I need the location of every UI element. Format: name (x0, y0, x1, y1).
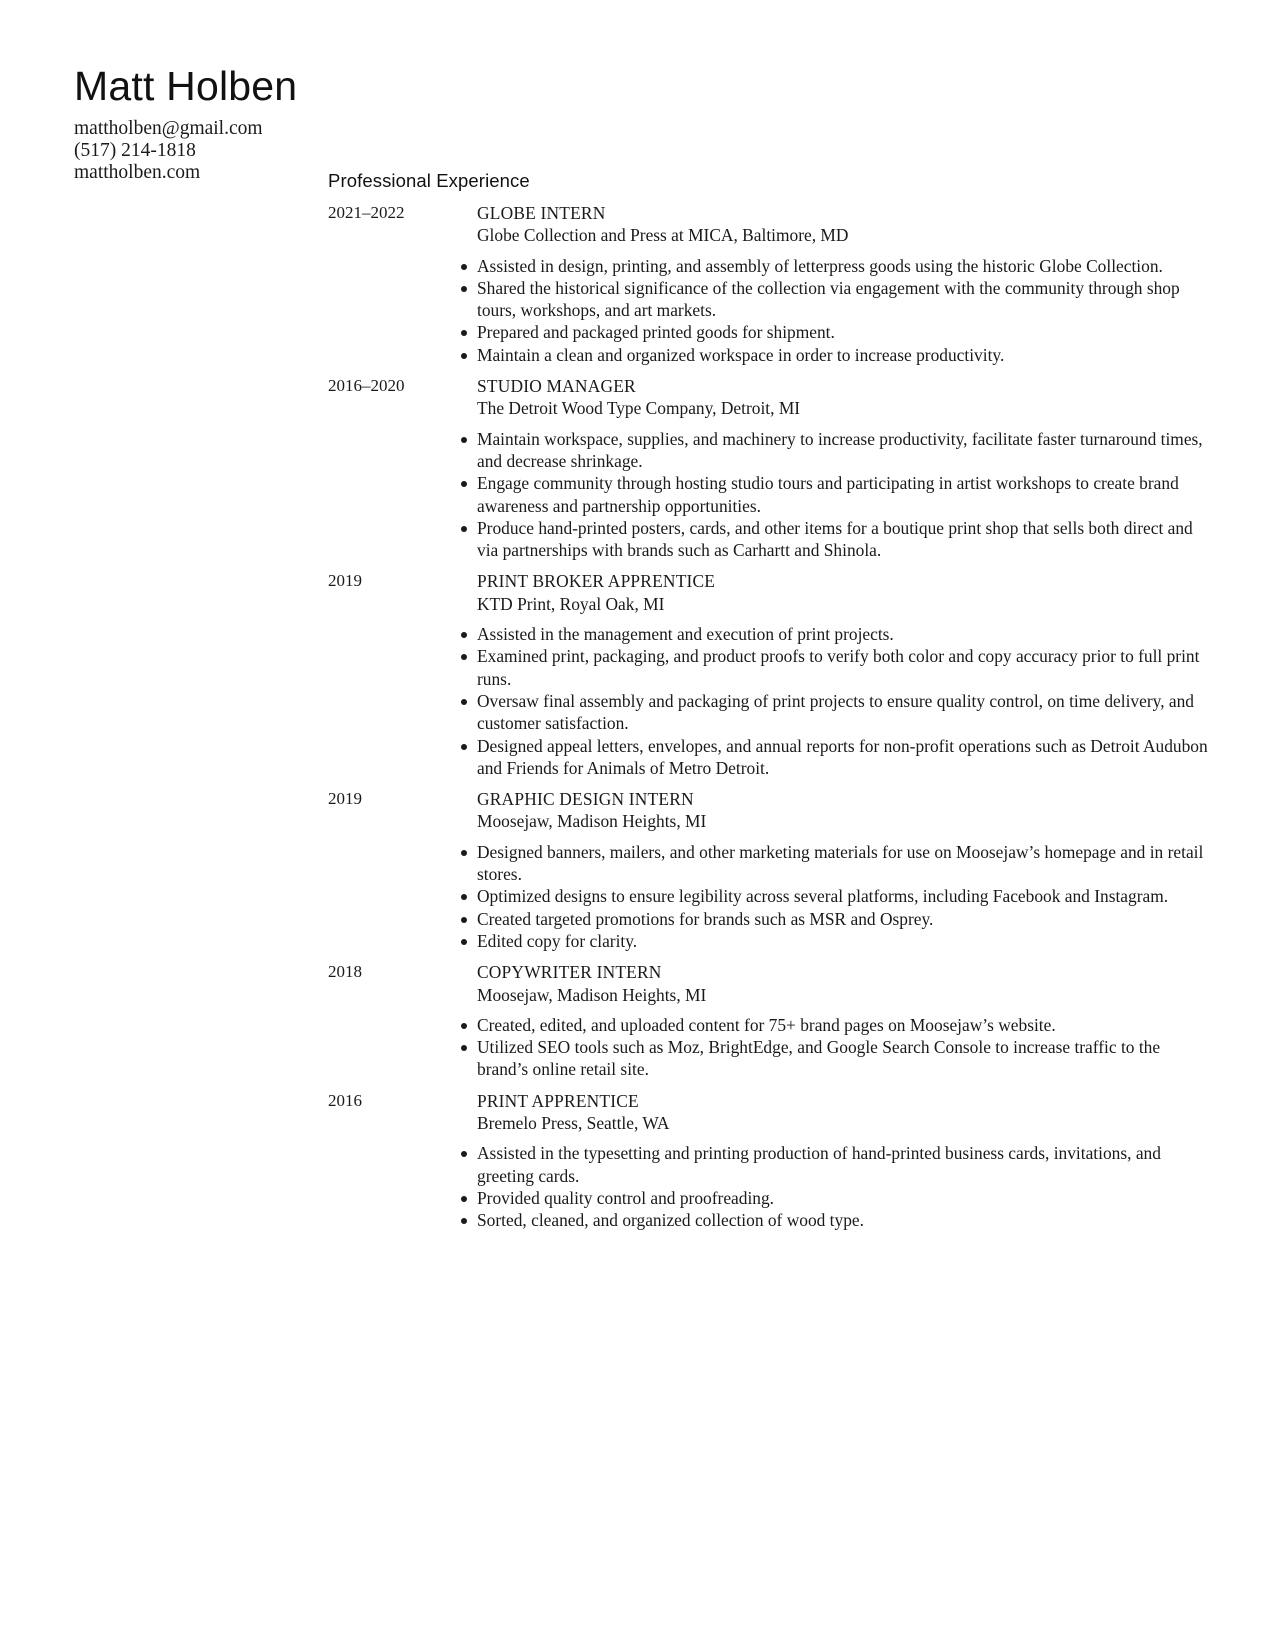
job-organization: Globe Collection and Press at MICA, Baltimore, MD (477, 225, 849, 246)
job-organization: Moosejaw, Madison Heights, MI (477, 984, 707, 1005)
job-organization: Moosejaw, Madison Heights, MI (477, 811, 707, 832)
bullet-item: Produce hand-printed posters, cards, and other items for a boutique print shop that sells both direct and via partnerships with brands such as Carhartt and Shinola. (477, 517, 1208, 562)
job-years: 2016–2020 (328, 376, 405, 396)
job-years: 2021–2022 (328, 203, 405, 222)
bullet-item: Assisted in the typesetting and printing production of hand-printed business cards, invitations, and greeting cards. (477, 1142, 1208, 1187)
bullet-item: Designed banners, mailers, and other marketing materials for use on Moosejaw’s homepage and in retail stores. (477, 841, 1208, 886)
job-bullets (477, 255, 1208, 366)
bullet-item: Assisted in the management and execution of print projects. (477, 623, 1208, 645)
job-organization: Bremelo Press, Seattle, WA (477, 1112, 670, 1133)
job-entry (328, 1090, 1208, 1232)
bullet-item: Examined print, packaging, and product proofs to verify both color and copy accuracy prior to full print runs. (477, 645, 1208, 690)
bullet-item: Shared the historical significance of the collection via engagement with the community through shop tours, workshops, and art markets. (477, 277, 1208, 322)
job-years: 2019 (328, 571, 362, 591)
job-years: 2018 (328, 962, 362, 982)
bullet-item: Created, edited, and uploaded content for 75+ brand pages on Moosejaw’s website. (477, 1014, 1208, 1036)
job-entry (328, 570, 1208, 779)
experience-section (328, 168, 1208, 1240)
job-entry (328, 202, 1208, 366)
job-title: STUDIO MANAGER (477, 376, 636, 397)
job-bullets (477, 841, 1208, 952)
contact-email: mattholben@gmail.com (74, 118, 263, 139)
job-title: PRINT BROKER APPRENTICE (477, 571, 716, 592)
job-years: 2019 (328, 789, 362, 809)
job-organization: KTD Print, Royal Oak, MI (477, 593, 665, 614)
bullet-item: Maintain a clean and organized workspace in order to increase productivity. (477, 344, 1208, 366)
bullet-item: Sorted, cleaned, and organized collection of wood type. (477, 1209, 1208, 1231)
bullet-item: Designed appeal letters, envelopes, and annual reports for non-profit operations such as Detroit Audubon and Friends for Animals of Metro Detroit. (477, 735, 1208, 778)
job-title: COPYWRITER INTERN (477, 962, 662, 983)
bullet-item: Assisted in design, printing, and assembly of letterpress goods using the historic Globe Collection. (477, 255, 1208, 277)
job-title: GLOBE INTERN (477, 203, 606, 223)
bullet-item: Oversaw final assembly and packaging of print projects to ensure quality control, on time delivery, and customer satisfaction. (477, 690, 1208, 735)
bullet-item: Utilized SEO tools such as Moz, BrightEdge, and Google Search Console to increase traffic to the brand’s online retail site. (477, 1036, 1208, 1081)
job-years: 2016 (328, 1090, 362, 1110)
job-bullets (477, 428, 1208, 562)
job-bullets (477, 623, 1208, 779)
bullet-item: Prepared and packaged printed goods for shipment. (477, 321, 1208, 343)
bullet-item: Edited copy for clarity. (477, 930, 1208, 952)
job-title: GRAPHIC DESIGN INTERN (477, 789, 694, 810)
job-entry (328, 375, 1208, 561)
job-organization: The Detroit Wood Type Company, Detroit, MI (477, 398, 801, 419)
bullet-item: Engage community through hosting studio tours and participating in artist workshops to create brand awareness and partnership opportunities. (477, 472, 1208, 517)
job-entry (328, 788, 1208, 952)
contact-website: mattholben.com (74, 162, 201, 183)
job-bullets (477, 1014, 1208, 1081)
section-heading: Professional Experience (328, 170, 530, 191)
bullet-item: Created targeted promotions for brands such as MSR and Osprey. (477, 908, 1208, 930)
job-title: PRINT APPRENTICE (477, 1090, 639, 1111)
job-entry (328, 961, 1208, 1080)
contact-phone: (517) 214-1818 (74, 140, 196, 161)
bullet-item: Optimized designs to ensure legibility across several platforms, including Facebook and Instagram. (477, 885, 1208, 907)
bullet-item: Maintain workspace, supplies, and machinery to increase productivity, facilitate faster turnaround times, and decrease shrinkage. (477, 428, 1208, 473)
candidate-name: Matt Holben (74, 63, 298, 109)
resume-header (74, 62, 374, 184)
bullet-item: Provided quality control and proofreading. (477, 1187, 1208, 1209)
job-bullets (477, 1142, 1208, 1231)
